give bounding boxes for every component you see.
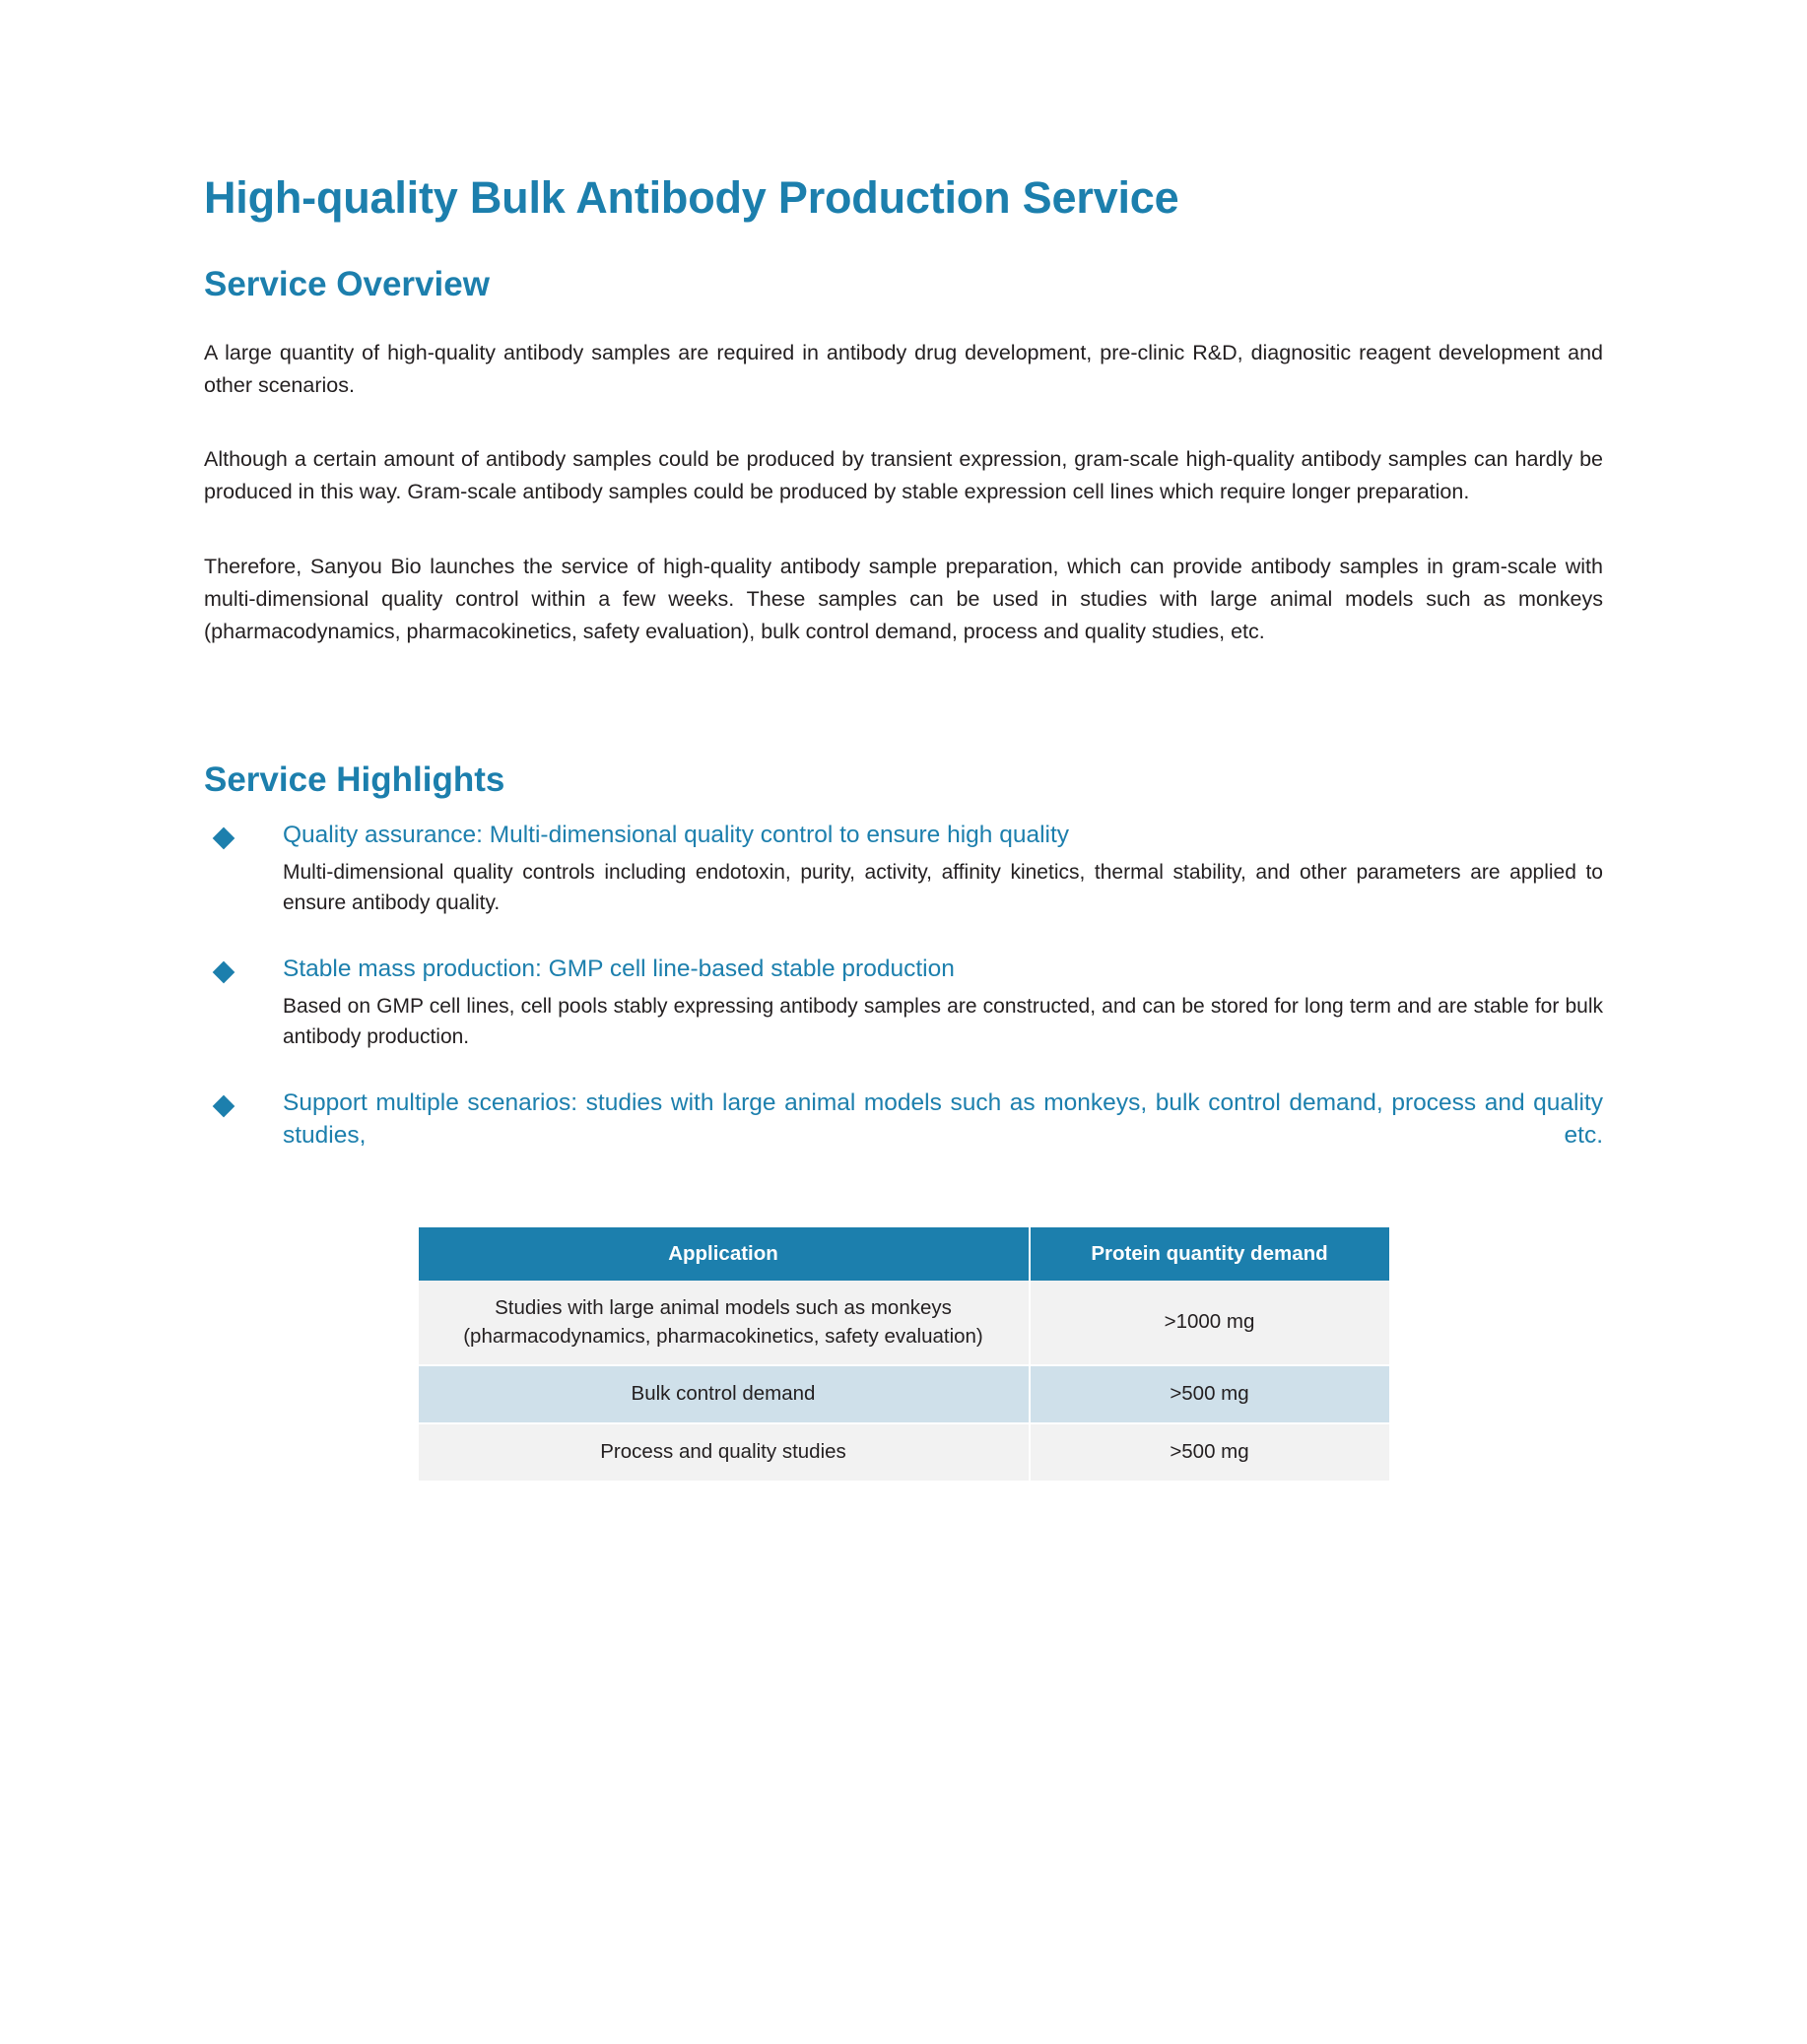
table-cell-application: Studies with large animal models such as monkeys (pharmacodynamics, pharmacokinetics, safety evaluation) — [419, 1281, 1030, 1365]
diamond-bullet-icon — [213, 960, 235, 983]
list-item — [204, 819, 1603, 919]
table-cell-application: Bulk control demand — [419, 1365, 1030, 1423]
highlight-title: Quality assurance: Multi-dimensional quality control to ensure high quality — [283, 821, 1070, 848]
highlight-description: Based on GMP cell lines, cell pools stably expressing antibody samples are constructed, and can be stored for long term and are stable for bulk antibody production. — [283, 994, 1603, 1049]
table-header-application: Application — [419, 1227, 1030, 1281]
diamond-bullet-icon — [213, 1094, 235, 1117]
table-cell-demand: >1000 mg — [1030, 1281, 1389, 1365]
application-table-wrapper — [204, 1184, 1603, 1483]
table-header-row — [419, 1227, 1389, 1281]
list-item — [204, 1087, 1603, 1184]
application-table — [419, 1227, 1389, 1483]
table-row — [419, 1281, 1389, 1365]
list-item — [204, 953, 1603, 1053]
highlight-title: Support multiple scenarios: studies with large animal models such as monkeys, bulk control demand, process and quality studies, etc. — [283, 1088, 1603, 1149]
overview-paragraph-3: Therefore, Sanyou Bio launches the service of high-quality antibody sample preparation, which can provide antibody samples in gram-scale with multi-dimensional quality control within a few weeks. These samples can be used in studies with large animal models such as monkeys (pharmacodynamics, pharmacokinetics, safety evaluation), bulk control demand, process and quality studies, etc. — [204, 554, 1603, 644]
highlight-description: Multi-dimensional quality controls including endotoxin, purity, activity, affinity kinetics, thermal stability, and other parameters are applied to ensure antibody quality. — [283, 860, 1603, 915]
table-row — [419, 1423, 1389, 1482]
section-heading-service-overview: Service Overview — [204, 264, 490, 303]
table-header-protein-quantity-demand: Protein quantity demand — [1030, 1227, 1389, 1281]
table-cell-application: Process and quality studies — [419, 1423, 1030, 1482]
overview-paragraph-2: Although a certain amount of antibody samples could be produced by transient expression, gram-scale high-quality antibody samples can hardly be produced in this way. Gram-scale antibody samples could be produced by stable expression cell lines which require longer preparation. — [204, 447, 1603, 504]
highlight-title: Stable mass production: GMP cell line-based stable production — [283, 955, 955, 982]
section-heading-service-highlights: Service Highlights — [204, 759, 505, 799]
page-title: High-quality Bulk Antibody Production Service — [204, 172, 1179, 223]
diamond-bullet-icon — [213, 826, 235, 849]
overview-paragraph-1: A large quantity of high-quality antibody samples are required in antibody drug development, pre-clinic R&D, diagnositic reagent development and other scenarios. — [204, 340, 1603, 397]
service-highlights-list — [204, 801, 1603, 1184]
table-row — [419, 1365, 1389, 1423]
table-cell-demand: >500 mg — [1030, 1365, 1389, 1423]
table-cell-demand: >500 mg — [1030, 1423, 1389, 1482]
